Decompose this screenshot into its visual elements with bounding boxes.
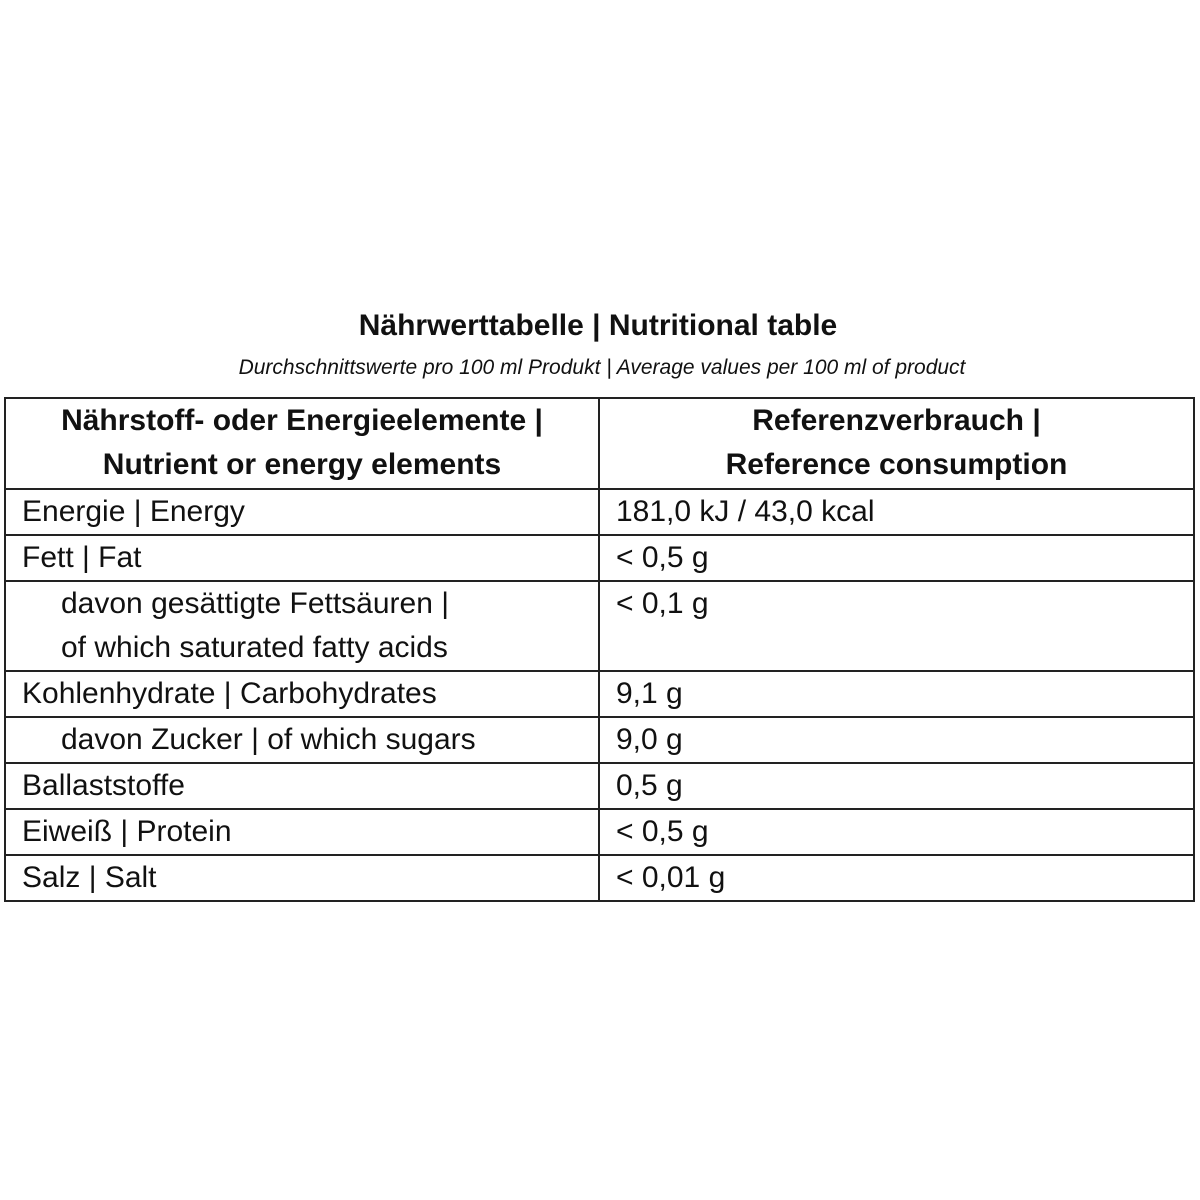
table-row (5, 763, 1194, 809)
row-label-saturated-fat-line2: of which saturated fatty acids (61, 631, 448, 664)
row-label-sugars: davon Zucker | of which sugars (5, 717, 599, 763)
row-value-fat: < 0,5 g (599, 535, 1194, 581)
table-row (5, 809, 1194, 855)
table-row (5, 581, 1194, 671)
row-value-salt: < 0,01 g (599, 855, 1194, 901)
table-header-row (5, 398, 1194, 489)
row-value-fibre: 0,5 g (599, 763, 1194, 809)
row-value-protein: < 0,5 g (599, 809, 1194, 855)
table-row (5, 535, 1194, 581)
row-value-sugars: 9,0 g (599, 717, 1194, 763)
table-row (5, 855, 1194, 901)
header-reference-line2: Reference consumption (725, 448, 1068, 481)
row-value-saturated-fat: < 0,1 g (599, 581, 1194, 671)
row-label-saturated-fat (5, 581, 599, 671)
row-label-carbohydrates: Kohlenhydrate | Carbohydrates (5, 671, 599, 717)
header-reference-line1: Referenzverbrauch | (752, 404, 1041, 437)
row-value-carbohydrates: 9,1 g (599, 671, 1194, 717)
table-row (5, 671, 1194, 717)
row-label-salt: Salz | Salt (5, 855, 599, 901)
page-title: Nährwerttabelle | Nutritional table (358, 309, 838, 342)
nutrition-table (4, 397, 1195, 902)
header-nutrient-line2: Nutrient or energy elements (102, 448, 502, 481)
header-nutrient-line1: Nährstoff- oder Energieelemente | (61, 404, 543, 437)
row-label-fat: Fett | Fat (5, 535, 599, 581)
row-label-energy: Energie | Energy (5, 489, 599, 535)
page-subtitle: Durchschnittswerte pro 100 ml Produkt | Average values per 100 ml of product (238, 356, 966, 379)
row-label-fibre: Ballaststoffe (5, 763, 599, 809)
row-value-energy: 181,0 kJ / 43,0 kcal (599, 489, 1194, 535)
row-label-saturated-fat-line1: davon gesättigte Fettsäuren | (61, 587, 450, 620)
table-row (5, 717, 1194, 763)
table-row (5, 489, 1194, 535)
header-nutrient (5, 398, 599, 489)
header-reference (599, 398, 1194, 489)
row-label-protein: Eiweiß | Protein (5, 809, 599, 855)
